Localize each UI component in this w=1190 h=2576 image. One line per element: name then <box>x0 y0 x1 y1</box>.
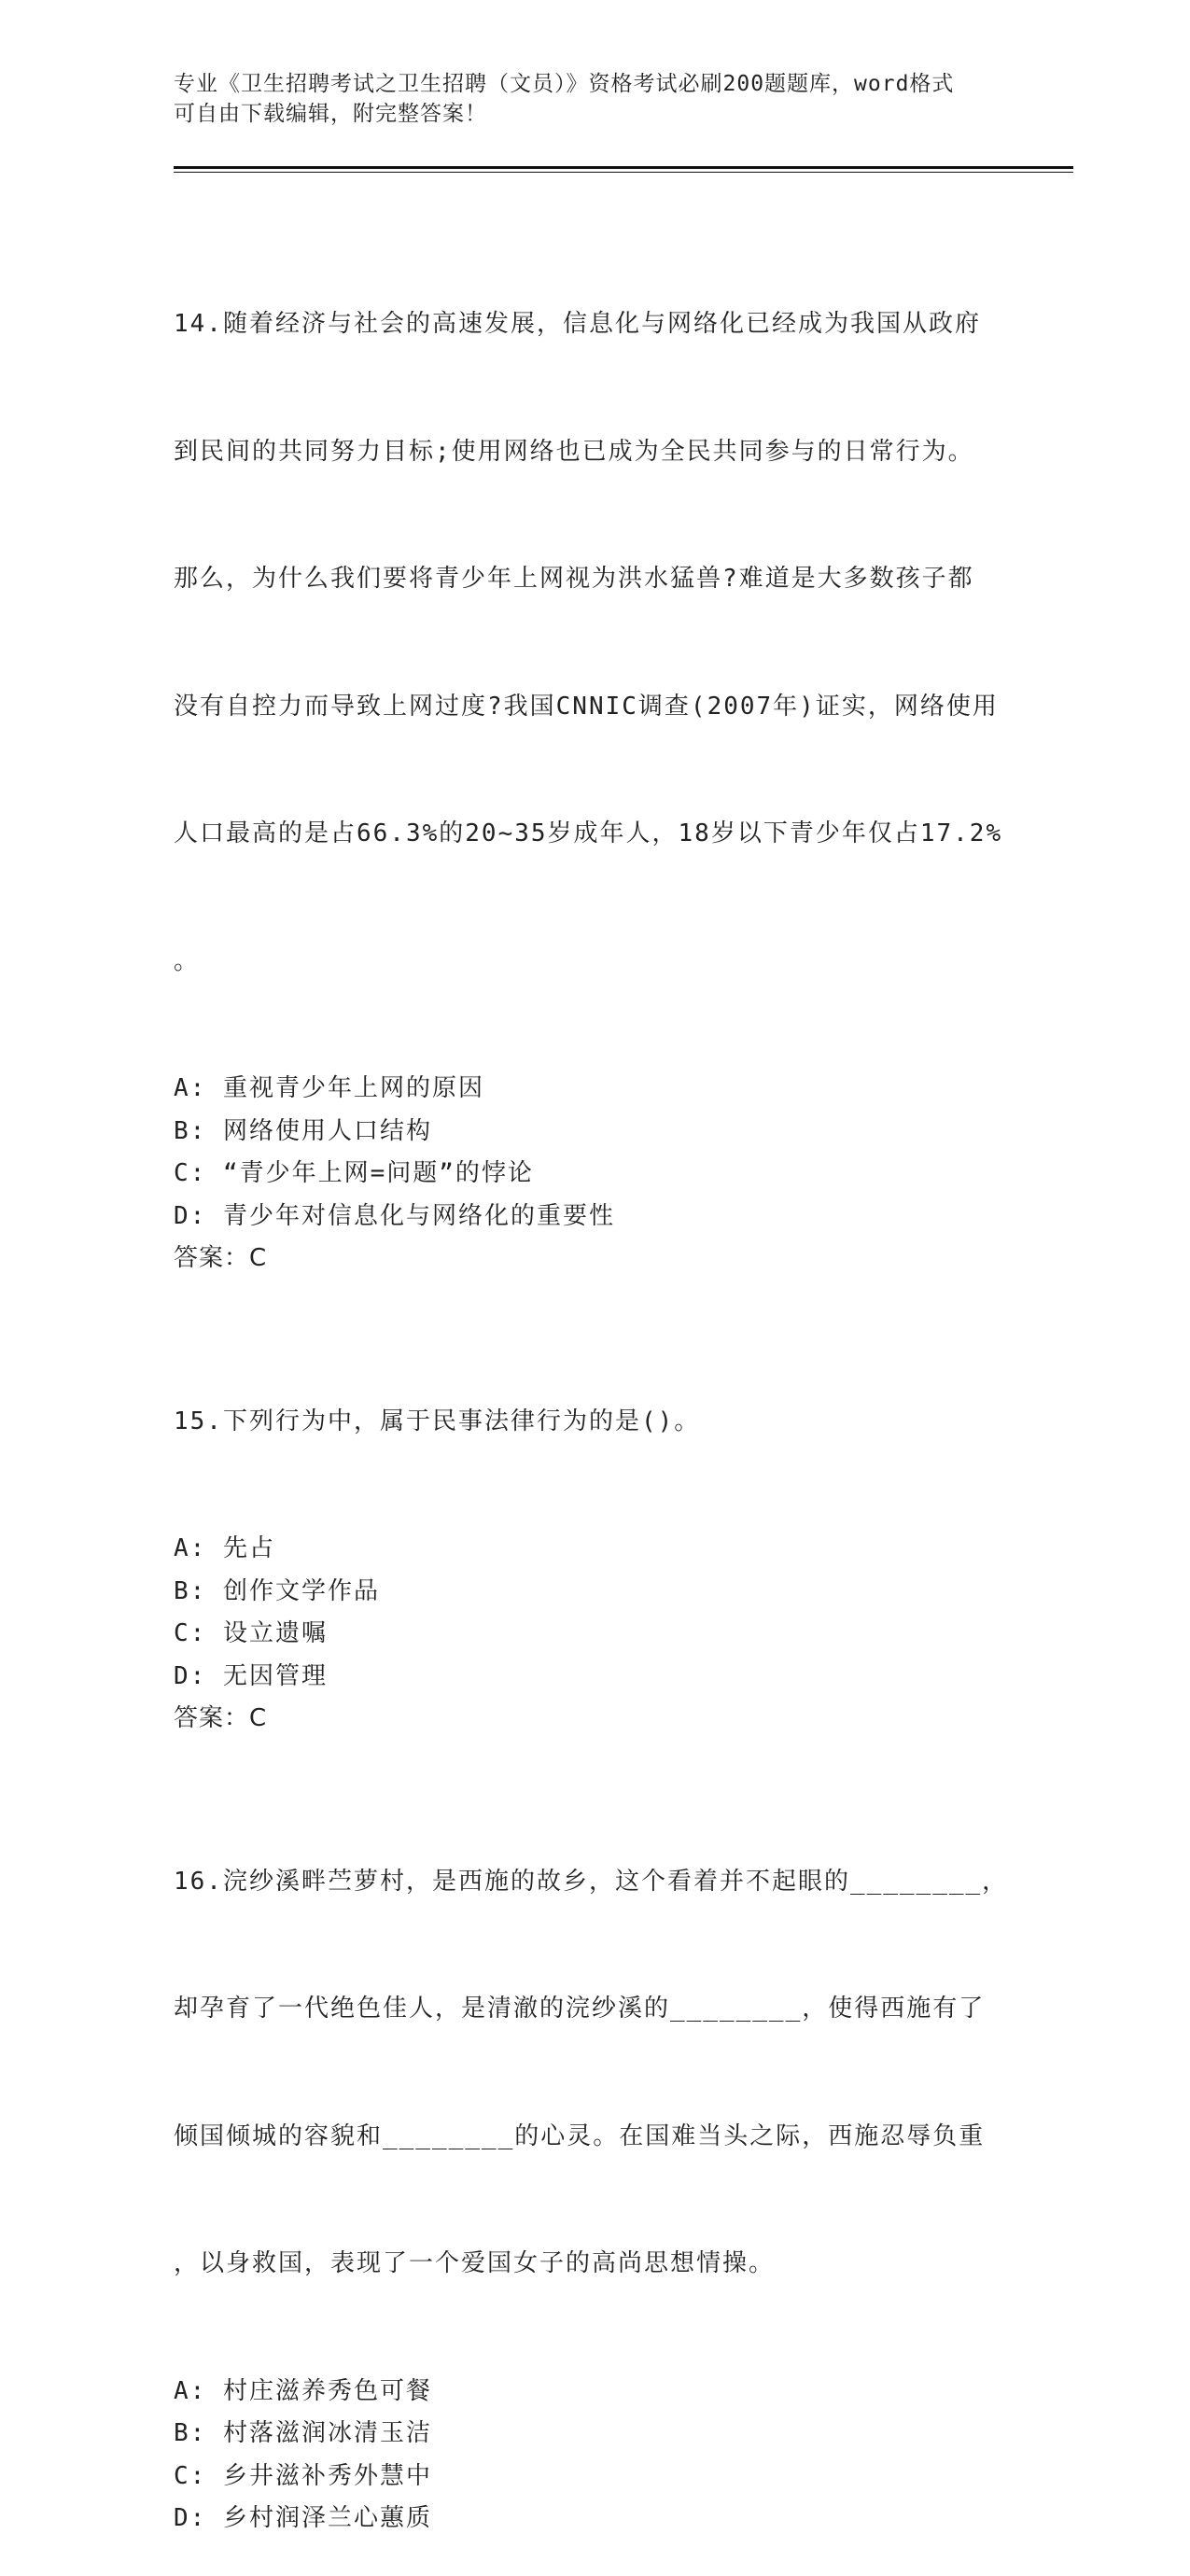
question-list <box>174 218 1014 2576</box>
option-c: C: 乡井滋补秀外慧中 <box>174 2461 432 2490</box>
question-line: 那么，为什么我们要将青少年上网视为洪水猛兽?难道是大多数孩子都 <box>174 565 974 593</box>
option-a: A: 重视青少年上网的原因 <box>174 1074 484 1102</box>
question-line: 倾国倾城的容貌和________的心灵。在国难当头之际，西施忍辱负重 <box>174 2121 986 2150</box>
option-d: D: 乡村润泽兰心蕙质 <box>174 2504 432 2532</box>
question-text <box>174 1316 1014 1529</box>
option-b: B: 创作文学作品 <box>174 1576 380 1605</box>
question-14 <box>174 218 1014 1281</box>
question-line: 16.浣纱溪畔苎萝村，是西施的故乡，这个看着并不起眼的________， <box>174 1867 1009 1896</box>
question-line: 没有自控力而导致上网过度?我国CNNIC调查(2007年)证实，网络使用 <box>174 692 999 721</box>
option-a: A: 先占 <box>174 1534 275 1562</box>
question-15 <box>174 1316 1014 1741</box>
answer-label: 答案：C <box>174 1704 268 1732</box>
document-header <box>174 69 1014 129</box>
question-text <box>174 1776 1014 2371</box>
header-divider-thick <box>174 166 1073 169</box>
question-line: 。 <box>174 946 201 975</box>
option-b: B: 村落滋润冰清玉洁 <box>174 2419 432 2447</box>
question-text <box>174 218 1014 1068</box>
option-d: D: 无因管理 <box>174 1661 328 1690</box>
option-c: C: “青少年上网=问题”的悖论 <box>174 1159 534 1187</box>
question-line: 到民间的共同努力目标;使用网络也已成为全民共同参与的日常行为。 <box>174 437 974 466</box>
answer-label: 答案：C <box>174 1244 268 1272</box>
header-line-2: 可自由下载编辑，附完整答案！ <box>174 102 487 126</box>
option-d: D: 青少年对信息化与网络化的重要性 <box>174 1201 615 1230</box>
question-line: 却孕育了一代绝色佳人，是清澈的浣纱溪的________，使得西施有了 <box>174 1995 986 2023</box>
question-16 <box>174 1776 1014 2541</box>
option-a: A: 村庄滋养秀色可餐 <box>174 2376 432 2405</box>
question-line: ，以身救国，表现了一个爱国女子的高尚思想情操。 <box>174 2249 776 2277</box>
question-line: 14.随着经济与社会的高速发展，信息化与网络化已经成为我国从政府 <box>174 310 981 338</box>
option-c: C: 设立遗嘱 <box>174 1619 328 1647</box>
question-line: 15.下列行为中，属于民事法律行为的是()。 <box>174 1407 701 1435</box>
header-line-1: 专业《卫生招聘考试之卫生招聘（文员）》资格考试必刷200题题库，word格式 <box>174 72 955 96</box>
question-line: 人口最高的是占66.3%的20~35岁成年人，18岁以下青少年仅占17.2% <box>174 819 1003 847</box>
header-divider-thin <box>174 172 1073 173</box>
option-b: B: 网络使用人口结构 <box>174 1116 432 1145</box>
